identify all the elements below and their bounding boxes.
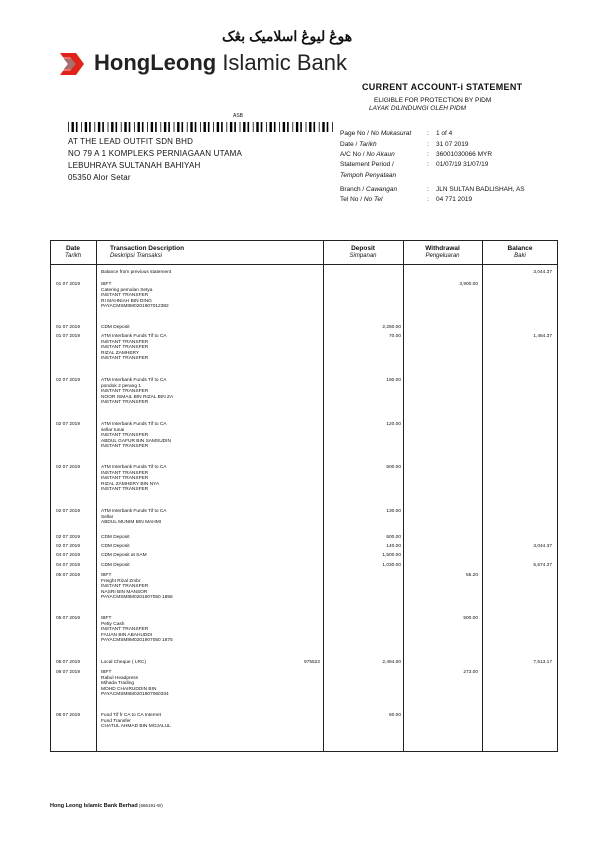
row-date: 05 07 2019	[56, 573, 81, 578]
row-deposit: 140.00	[386, 544, 401, 549]
row-description: Rabul Headpress	[101, 675, 139, 681]
address-line: NO 79 A 1 KOMPLEKS PERNIAGAAN UTAMA	[68, 149, 243, 158]
row-description: INSTANT TRANSFER	[101, 345, 149, 351]
row-withdrawal: 273.00	[463, 670, 478, 675]
row-description: ATM Interbank Funds Tif to CA	[101, 378, 167, 383]
row-description: INSTANT TRANSFER	[101, 433, 149, 439]
row-description: NOOR ISMAIL BIN RIZAL BIN ZA	[101, 394, 174, 400]
info-label-en: Page No /	[340, 130, 371, 137]
info-label-ms: No Tel	[363, 196, 383, 203]
row-date: 05 07 2019	[56, 616, 81, 621]
bank-name-bold: HongLeong	[94, 50, 217, 75]
row-balance: 3,044.37	[533, 270, 552, 275]
info-value: 1 of 4	[436, 130, 453, 137]
row-date: 02 07 2019	[56, 535, 81, 540]
row-description: ATM Interbank Funds Tif to CA	[101, 509, 167, 514]
row-description: Freight Rizal Zmbr	[101, 578, 141, 584]
footer-bank-name	[50, 803, 163, 809]
row-date: 02 07 2019	[56, 422, 81, 427]
address-line: LEBUHRAYA SULTANAH BAHIYAH	[68, 161, 201, 170]
info-label-en: Tel No /	[340, 196, 364, 203]
info-value: 04 771 2019	[436, 196, 473, 203]
row-date: 06 07 2019	[56, 713, 81, 718]
info-value: 31 07 2019	[436, 141, 469, 148]
row-date: 06 07 2019	[56, 670, 81, 675]
row-description: sellar tunai	[101, 427, 125, 433]
info-label-en: Statement Period /	[340, 161, 394, 168]
row-description: Fund Transfer	[101, 718, 131, 724]
row-description: INSTANT TRANSFER	[101, 356, 149, 362]
row-deposit: 120.00	[386, 422, 401, 427]
info-label-ms: Tarikh	[359, 141, 377, 148]
info-label-ms: Tempoh Penyataan	[340, 172, 397, 179]
row-description: CDM Deposit	[101, 535, 130, 540]
row-deposit: 70.00	[388, 334, 401, 339]
info-label	[340, 141, 377, 148]
row-description: NASRI BIN MANSOR	[101, 589, 148, 595]
info-value: 36001030066 MYR	[436, 151, 493, 158]
info-label	[340, 151, 395, 158]
info-value: JLN SULTAN BADLISHAH, AS	[436, 186, 525, 193]
row-description: RI MAHNIAH BIN DING	[101, 298, 152, 304]
row-date: 02 07 2019	[56, 544, 81, 549]
row-description: RIZAL ZAMHERY BIN NYA	[101, 481, 160, 487]
info-colon: :	[427, 151, 429, 158]
row-deposit: 2,494.00	[382, 660, 401, 665]
row-balance: 7,513.17	[533, 660, 552, 665]
row-date: 04 07 2019	[56, 553, 81, 558]
row-description: INSTANT TRANSFER	[101, 627, 149, 633]
row-description: PAYACMSM8M0201907050 1856	[101, 595, 173, 601]
column-divider	[403, 240, 404, 752]
info-label-ms: Cawangan	[366, 186, 398, 193]
customer-name: AT THE LEAD OUTFIT SDN BHD	[68, 137, 194, 146]
bank-name	[94, 50, 347, 76]
row-description: Mihada Trading	[101, 681, 135, 687]
row-description: ATM Interbank Funds Tif to CA	[101, 334, 167, 339]
row-description: CDM Deposit	[101, 544, 130, 549]
info-value: 01/07/19 31/07/19	[436, 161, 489, 168]
row-deposit: 60.00	[388, 713, 401, 718]
row-description: Sellar	[101, 514, 114, 520]
row-description: CHATUL AHMAD BIN MOJALUL	[101, 724, 171, 730]
row-description: Local Cheque ( LRC)	[101, 660, 147, 665]
row-cheque-ref: 975522	[303, 660, 320, 665]
col-header-balance: Balance	[507, 245, 533, 252]
row-description: IBFT	[101, 616, 112, 621]
row-description: ABDUL GAFUR BIN SAMSUDIN	[101, 438, 171, 444]
row-date: 01 07 2019	[56, 334, 81, 339]
row-description: ATM Interbank Funds Tif to CA	[101, 465, 167, 470]
bank-name-rest: Islamic Bank	[216, 50, 348, 75]
row-description: INSTANT TRANSFER	[101, 389, 149, 395]
col-header-date-ms: Tarikh	[64, 253, 82, 259]
info-label-ms: No Akaun	[366, 151, 395, 158]
col-header-withdrawal: Withdrawal	[425, 245, 460, 252]
row-description: MOHD CHAIRUDDIN BIN	[101, 686, 157, 692]
footer-name: Hong Leong Islamic Bank Berhad	[50, 803, 138, 809]
row-description: PAYACMSM8M0201907050 1875	[101, 638, 173, 644]
info-label	[340, 130, 411, 137]
row-description: Balance from previous statement	[101, 270, 172, 275]
row-description: ABDUL MUNIM BIN MAHMI	[101, 520, 162, 526]
row-description: INSTANT TRANSFER	[101, 339, 149, 345]
bank-logo-icon	[58, 49, 88, 79]
row-deposit: 2,250.00	[382, 325, 401, 330]
info-colon: :	[427, 161, 429, 168]
row-description: CDM Deposit	[101, 563, 130, 568]
col-header-description: Transaction Description	[110, 245, 185, 252]
row-deposit: 1,500.00	[382, 553, 401, 558]
row-description: INSTANT TRANSFER	[101, 470, 149, 476]
row-date: 04 07 2019	[56, 563, 81, 568]
pidm-note: ELIGIBLE FOR PROTECTION BY PIDM	[374, 97, 492, 104]
row-description: IBFT	[101, 282, 112, 287]
col-header-withdrawal-ms: Pengeluaran	[425, 253, 460, 259]
row-description: Catering pemulan Setya	[101, 287, 153, 293]
row-deposit: 190.00	[386, 378, 401, 383]
row-deposit: 1,030.00	[382, 563, 401, 568]
row-description: INSTANT TRANSFER	[101, 584, 149, 590]
info-label-en: Branch /	[340, 186, 367, 193]
row-withdrawal: 3,900.00	[459, 282, 478, 287]
info-label	[340, 161, 394, 168]
row-date: 02 07 2019	[56, 378, 81, 383]
info-colon: :	[427, 186, 429, 193]
row-description: RIZAL ZAMHERY	[101, 350, 140, 356]
info-colon: :	[427, 130, 429, 137]
address-line: 05350 Alor Setar	[68, 173, 131, 182]
row-description: IBFT	[101, 573, 112, 578]
col-header-balance-ms: Baki	[514, 253, 526, 259]
row-balance: 5,574.37	[533, 563, 552, 568]
statement-title: CURRENT ACCOUNT-i STATEMENT	[362, 82, 523, 92]
column-divider	[482, 240, 483, 752]
row-deposit: 130.00	[386, 509, 401, 514]
row-description: CDM Deposit at SAM	[101, 553, 147, 558]
pidm-note-ms: LAYAK DILINDUNGI OLEH PIDM	[369, 105, 467, 112]
row-date: 05 07 2019	[56, 660, 81, 665]
info-label-ms: No Mukasurat	[370, 130, 412, 137]
row-withdrawal: 500.00	[463, 616, 478, 621]
info-label-en: Date /	[340, 141, 360, 148]
info-colon: :	[427, 141, 429, 148]
row-description: INSTANT TRANSFER	[101, 293, 149, 299]
barcode-icon	[68, 122, 335, 132]
footer-reg: (686191-W)	[137, 803, 163, 808]
row-description: INSTANT TRANSFER	[101, 444, 149, 450]
info-label	[340, 186, 397, 193]
col-header-deposit: Deposit	[351, 245, 375, 252]
row-description: CDM Deposit	[101, 325, 130, 330]
row-date: 02 07 2019	[56, 509, 81, 514]
row-date: 01 07 2019	[56, 282, 81, 287]
row-description: IBFT	[101, 670, 112, 675]
customer-code: ASB	[233, 113, 244, 119]
row-deposit: 500.00	[386, 465, 401, 470]
info-colon: :	[427, 196, 429, 203]
row-description: FAUAN BIN ABAHUDDI	[101, 632, 153, 638]
row-description: pondok 2 perang 1	[101, 383, 142, 389]
column-divider	[96, 240, 97, 752]
col-header-deposit-ms: Simpanan	[349, 253, 377, 259]
row-date: 02 07 2019	[56, 465, 81, 470]
row-description: Fund Tif fr CA to CA Internet	[101, 713, 161, 718]
row-balance: 1,464.37	[533, 334, 552, 339]
col-header-description-ms: Deskripsi Transaksi	[110, 253, 162, 259]
col-header-date: Date	[65, 245, 81, 252]
row-deposit: 500.00	[386, 535, 401, 540]
info-label	[340, 172, 396, 179]
row-description: ATM Interbank Funds Tif to CA	[101, 422, 167, 427]
row-description: INSTANT TRANSFER	[101, 487, 149, 493]
row-description: Petty Cash	[101, 621, 125, 627]
info-label-en: A/C No /	[340, 151, 367, 158]
row-withdrawal: 55.20	[465, 573, 478, 578]
info-label	[340, 196, 382, 203]
column-divider	[323, 240, 324, 752]
row-description: PAYACMSM8M0201907012382	[101, 304, 169, 310]
row-balance: 3,044.37	[533, 544, 552, 549]
row-description: INSTANT TRANSFER	[101, 400, 149, 406]
row-date: 01 07 2019	[56, 325, 81, 330]
bank-name-arabic: هوڠ ليوڠ اسلاميک بڠک	[222, 28, 353, 44]
row-description: INSTANT TRANSFER	[101, 476, 149, 482]
row-description: PAYACMSM8M0201907060334	[101, 692, 169, 698]
